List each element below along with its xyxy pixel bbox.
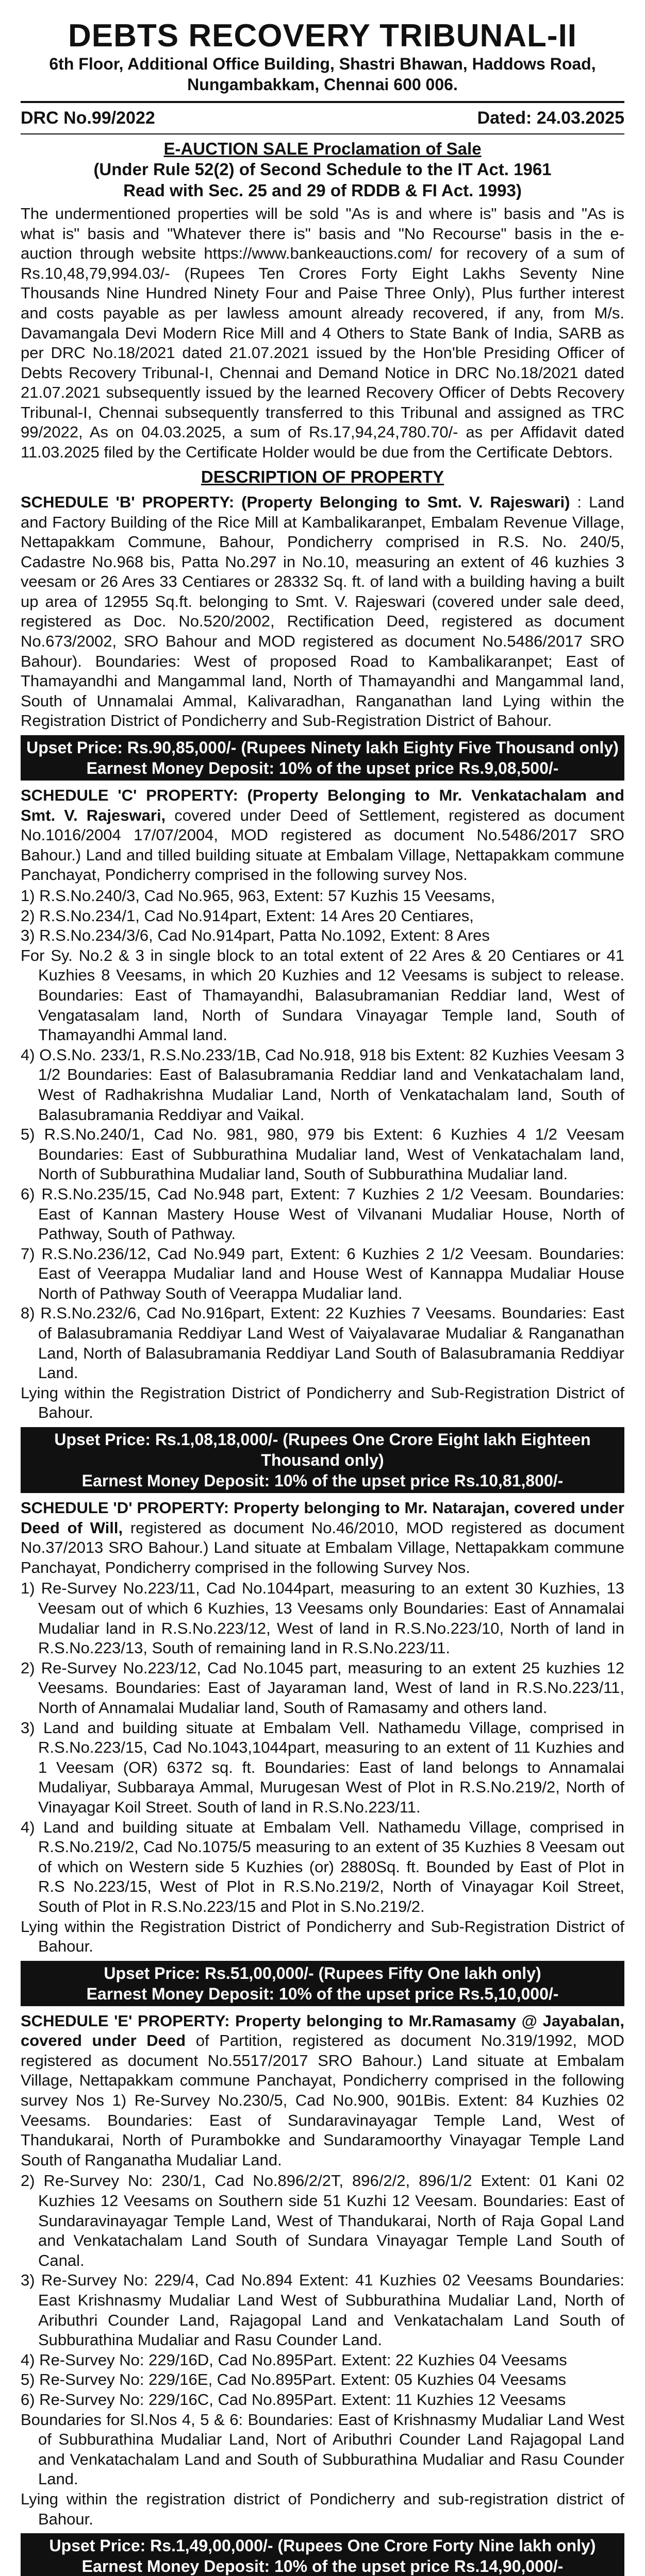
schedule-heading: SCHEDULE 'C' PROPERTY: (Property Belonging to Mr. Venkatachalam and Smt. V. Rajeswari, bbox=[21, 786, 624, 824]
survey-list bbox=[21, 1579, 624, 1956]
schedule-description bbox=[21, 786, 624, 885]
survey-item: 2) R.S.No.234/1, Cad No.914part, Extent: 14 Ares 20 Centiares, bbox=[21, 906, 474, 925]
upset-price: Upset Price: Rs.51,00,000/- (Rupees Fifty One lakh only) bbox=[104, 1963, 541, 1982]
schedule-block bbox=[21, 1498, 624, 2006]
schedules-list bbox=[21, 493, 624, 2576]
drc-number: DRC No.99/2022 bbox=[21, 108, 155, 128]
survey-item: Lying within the Registration District of Pondicherry and Sub-Registration District of Bahour. bbox=[21, 1917, 624, 1956]
survey-item: 8) R.S.No.232/6, Cad No.916part, Extent: 22 Kuzhies 7 Veesams. Boundaries: East of Balasubramania Reddiyar Land West of Vaiyalavarae Mudaliar & Ranganathan Land, North of Balasubramania Reddiyar Land South of Balasubramania Reddiyar Land. bbox=[21, 1304, 624, 1382]
survey-item: 5) R.S.No.240/1, Cad No. 981, 980, 979 bis Extent: 6 Kuzhies 4 1/2 Veesam Boundaries: East of Subburathina Mudaliar land, West of Venkatachalam land, North of Subburathina Mudaliar land, South of Subburathina Mudaliar land. bbox=[21, 1125, 624, 1183]
survey-item: 6) Re-Survey No: 229/16C, Cad No.895Part. Extent: 11 Kuzhies 12 Veesams bbox=[21, 2390, 566, 2409]
survey-item: 4) Re-Survey No: 229/16D, Cad No.895Part. Extent: 22 Kuzhies 04 Veesams bbox=[21, 2350, 567, 2369]
tribunal-title: DEBTS RECOVERY TRIBUNAL-II bbox=[68, 18, 577, 54]
schedule-body: covered under Deed of Settlement, registered as document No.1016/2004 17/07/2004, MOD registered as document No.5486/2017 SRO Bahour.) Land and tilled building situate at Embalam Village, Nettapakkam commune Panchayat, Pondicherry comprised in the following survey Nos. bbox=[21, 806, 624, 884]
notice-title: E-AUCTION SALE Proclamation of Sale bbox=[163, 139, 482, 159]
survey-item: Boundaries for Sl.Nos 4, 5 & 6: Boundaries: East of Krishnasmy Mudaliar Land West of Subburathina Mudaliar Land, Nort of Aributhri Counder Land Rajagopal Land and Venkatachalam Land and South of Subburathina Mudaliar and Rasu Counder Land. bbox=[21, 2410, 624, 2488]
survey-list bbox=[21, 2171, 624, 2529]
upset-price: Upset Price: Rs.1,49,00,000/- (Rupees One Crore Forty Nine lakh only) bbox=[49, 2536, 596, 2555]
upset-price-banner bbox=[21, 2533, 624, 2576]
survey-item: 5) Re-Survey No: 229/16E, Cad No.895Part. Extent: 05 Kuzhies 04 Veesams bbox=[21, 2370, 567, 2389]
notice-subtitle-1: (Under Rule 52(2) of Second Schedule to the IT Act. 1961 bbox=[93, 160, 552, 179]
upset-price-banner bbox=[21, 1961, 624, 2006]
survey-item: 3) Land and building situate at Embalam Vell. Nathamedu Village, comprised in R.S.No.223/15, Cad No.1043,1044part, measuring to an extent of 11 Kuzhies and 1 Veesam (OR) 6372 sq. ft. Boundaries: East of land belongs to Annamalai Mudaliyar, Subbaraya Ammal, Murugesan West of Plot in R.S.No.219/2, North of Vinayagar Koil Street. South of land in R.S.No.223/11. bbox=[21, 1718, 624, 1816]
survey-item: 3) Re-Survey No: 229/4, Cad No.894 Extent: 41 Kuzhies 02 Veesams Boundaries: East Krishnasmy Mudaliar Land West of Subburathina Mudaliar Land, North of Aributhri Counder Land, Rajagopal Land and Venkatachalam Land South of Subburathina Mudaliar and Rasu Counder Land. bbox=[21, 2271, 624, 2349]
schedule-body: : Land and Factory Building of the Rice Mill at Kambalikaranpet, Embalam Revenue Village, Nettapakkam Commune, Bahour, Pondicherry comprised in R.S. No. 240/5, Cadastre No.968 bis, Patta No.297 in No.10, measuring an extent of 46 kuzhies 3 veesam or 26 Ares 33 Centiares or 28332 Sq. ft. of land with a building having a built up area of 12955 Sq.ft. belonging to Smt. V. Rajeswari (covered under sale deed, registered as Doc. No.520/2002, Rectification Deed, registered as document No.673/2002, SRO Bahour and MOD registered as document No.5486/2017 SRO Bahour). Boundaries: West of proposed Road to Kambalikaranpet; East of Thamayandhi and Mangammal land, North of Thamayandhi and Mangammal land, South of Unnamalai Ammal, Kalivaradhan, Ranganathan land Lying within the Registration District of Pondicherry and Sub-Registration District of Bahour. bbox=[21, 493, 624, 730]
schedule-description bbox=[21, 493, 624, 731]
survey-item: 7) R.S.No.236/12, Cad No.949 part, Extent: 6 Kuzhies 2 1/2 Veesam. Boundaries: East of Veerappa Mudaliar land and House West of Kannappa Mudaliar House North of Pathway South of Veerappa Mudaliar land. bbox=[21, 1244, 624, 1302]
schedule-block bbox=[21, 2011, 624, 2576]
survey-item: 6) R.S.No.235/15, Cad No.948 part, Extent: 7 Kuzhies 2 1/2 Veesam. Boundaries: East of Kannan Mastery House West of Vilvanani Mudaliar House, North of Pathway, South of Pathway. bbox=[21, 1184, 624, 1243]
survey-item: 4) O.S.No. 233/1, R.S.No.233/1B, Cad No.918, 918 bis Extent: 82 Kuzhies Veesam 3 1/2 Boundaries: East of Balasubramania Reddiar land and Venkatachalam land, West of Radhakrishna Mudaliar Land, North of Venkatachalam land, South of Balasubramania Reddiyar and Vaikal. bbox=[21, 1045, 624, 1124]
schedule-description bbox=[21, 1498, 624, 1578]
schedule-heading: SCHEDULE 'D' PROPERTY: Property belonging to Mr. Natarajan, covered under Deed of Will, bbox=[21, 1499, 624, 1537]
tribunal-header bbox=[21, 19, 624, 103]
earnest-money-deposit: Earnest Money Deposit: 10% of the upset price Rs.14,90,000/- bbox=[81, 2557, 564, 2576]
survey-item: For Sy. No.2 & 3 in single block to an total extent of 22 Ares & 20 Centiares or 41 Kuzhies 8 Veesams, in which 20 Kuzhies and 12 Veesams is subject to release. Boundaries: East of Thamayandhi, Balasubramanian Reddiar land, West of Vengatasalam land, North of Sundara Vinayagar Temple land, South of Thamayandhi Ammal land. bbox=[21, 946, 624, 1044]
upset-price-banner bbox=[21, 1427, 624, 1493]
schedule-heading: SCHEDULE 'E' PROPERTY: Property belonging to Mr.Ramasamy @ Jayabalan, covered under Deed bbox=[21, 2011, 624, 2050]
survey-list bbox=[21, 886, 624, 1423]
survey-item: 3) R.S.No.234/3/6, Cad No.914part, Patta No.1092, Extent: 8 Ares bbox=[21, 926, 490, 945]
survey-item: Lying within the Registration District of Pondicherry and Sub-Registration District of Bahour. bbox=[21, 1383, 624, 1422]
survey-item: 4) Land and building situate at Embalam Vell. Nathamedu Village, comprised in R.S.No.219/2, Cad No.1075/5 measuring to an extent of 35 Kuzhies 8 Veesam out of which on Western side 5 Kuzhies (or) 2880Sq. ft. Bounded by East of Plot in R.S No.223/15, West of Plot in R.S.No.219/2, North of Vinayagar Koil Street, South of Plot in R.S.No.223/15 and Plot in S.No.219/2. bbox=[21, 1818, 624, 1916]
tribunal-address-line2: Nungambakkam, Chennai 600 006. bbox=[187, 75, 458, 94]
earnest-money-deposit: Earnest Money Deposit: 10% of the upset price Rs.5,10,000/- bbox=[86, 1984, 559, 2003]
schedule-heading: SCHEDULE 'B' PROPERTY: (Property Belonging to Smt. V. Rajeswari) bbox=[21, 493, 570, 511]
upset-price: Upset Price: Rs.90,85,000/- (Rupees Ninety lakh Eighty Five Thousand only) bbox=[26, 738, 619, 757]
survey-item: 2) Re-Survey No.223/12, Cad No.1045 part, measuring to an extent 25 kuzhies 12 Veesams. Boundaries: East of Jayaraman land, West of land in R.S.No.223/11, North of Annamalai Mudaliar land, South of Ramasamy and others land. bbox=[21, 1658, 624, 1717]
tribunal-address-line1: 6th Floor, Additional Office Building, Shastri Bhawan, Haddows Road, bbox=[49, 55, 596, 74]
survey-item: 2) Re-Survey No: 230/1, Cad No.896/2/2T, 896/2/2, 896/1/2 Extent: 01 Kani 02 Kuzhies 12 Veesams on Southern side 51 Kuzhi 12 Veesam. Boundaries: East of Sundaravinayagar Temple Land, West of Thandukarai, North of Raja Gopal Land and Venkatachalam Land South of Sundara Vinayagar Temple Land South of Canal. bbox=[21, 2172, 624, 2269]
schedule-body: registered as document No.46/2010, MOD registered as document No.37/2013 SRO Bahour.) Land situate at Embalam Village, Nettapakkam commune Panchayat, Pondicherry comprised in the following Survey Nos. bbox=[21, 1518, 624, 1577]
schedule-body: of Partition, registered as document No.319/1992, MOD registered as document No.5517/2017 SRO Bahour.) Land situate at Embalam Village, Nettapakkam commune Panchayat, Pondicherry comprised in the following survey Nos 1) Re-Survey No.230/5, Cad No.900, 901Bis. Extent: 84 Kuzhies 02 Veesams. Boundaries: East of Sundaravinayagar Temple Land, West of Thandukarai, North of Purambokke and Sundaramoorthy Vinayagar Temple Land South of Ranganatha Mudaliar Land. bbox=[21, 2031, 624, 2169]
survey-item: 1) Re-Survey No.223/11, Cad No.1044part, measuring to an extent 30 Kuzhies, 13 Veesam out of which 6 Kuzhies, 13 Veesams only Boundaries: East of Annamalai Mudaliar land in R.S.No.223/12, West of land in R.S.No.223/10, North of land in R.S.No.223/13, South of remaining land in R.S.No.223/11. bbox=[21, 1579, 624, 1657]
earnest-money-deposit: Earnest Money Deposit: 10% of the upset price Rs.9,08,500/- bbox=[86, 759, 559, 778]
survey-item: Lying within the registration district of Pondicherry and sub-registration district of Bahour. bbox=[21, 2489, 624, 2528]
description-heading: DESCRIPTION OF PROPERTY bbox=[201, 467, 444, 486]
schedule-description bbox=[21, 2011, 624, 2171]
schedule-block bbox=[21, 786, 624, 1493]
upset-price-banner bbox=[21, 735, 624, 781]
notice-intro: The undermentioned properties will be sold "As is and where is" basis and "As is what is" basis and "Whatever there is" basis and "No Recourse" basis in the e-auction through website https://www.bankeauctions.com/ for recovery of a sum of Rs.10,48,79,994.03/- (Rupees Ten Crores Forty Eight Lakhs Seventy Nine Thousands Nine Hundred Ninety Four and Paise Three Only), Plus further interest and costs payable as per lawless amount already recovered, if any, from M/s. Davamangala Devi Modern Rice Mill and 4 Others to State Bank of India, SARB as per DRC No.18/2021 dated 21.07.2021 issued by the Hon'ble Presiding Officer of Debts Recovery Tribunal-I, Chennai and Demand Notice in DRC No.18/2021 dated 21.07.2021 subsequently issued by the learned Recovery Officer of Debts Recovery Tribunal-I, Chennai subsequently transferred to this Tribunal and assigned as TRC 99/2022, As on 04.03.2025, a sum of Rs.17,94,24,780.70/- as per Affidavit dated 11.03.2025 filed by the Certificate Holder would be due from the Certificate Debtors. bbox=[21, 204, 624, 462]
schedule-block bbox=[21, 493, 624, 781]
survey-item: 1) R.S.No.240/3, Cad No.965, 963, Extent: 57 Kuzhis 15 Veesams, bbox=[21, 887, 495, 905]
reference-row bbox=[21, 103, 624, 134]
notice-title-block bbox=[21, 139, 624, 201]
upset-price: Upset Price: Rs.1,08,18,000/- (Rupees One Crore Eight lakh Eighteen Thousand only) bbox=[54, 1430, 591, 1470]
notice-subtitle-2: Read with Sec. 25 and 29 of RDDB & FI Act. 1993) bbox=[123, 180, 522, 200]
notice-date: Dated: 24.03.2025 bbox=[477, 108, 624, 128]
earnest-money-deposit: Earnest Money Deposit: 10% of the upset price Rs.10,81,800/- bbox=[81, 1471, 564, 1490]
